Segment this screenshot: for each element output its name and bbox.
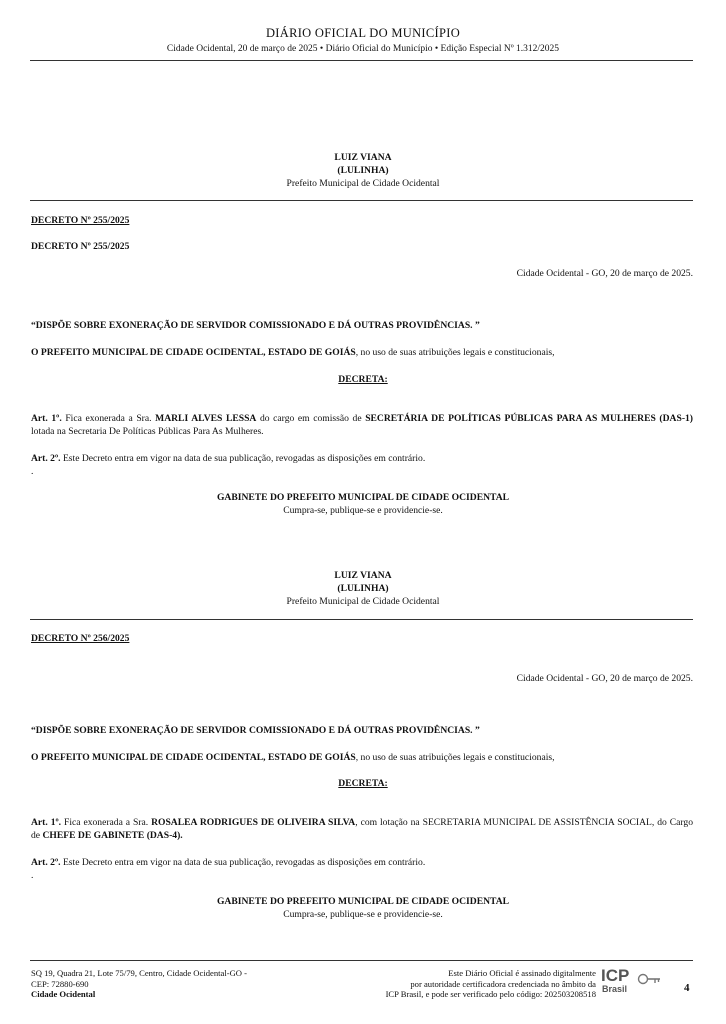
preamble-rest: , no uso de suas atribuições legais e constitucionais, <box>355 752 555 763</box>
decree-256-art2 <box>31 857 693 870</box>
art2-text: Este Decreto entra em vigor na data de sua publicação, revogadas as disposições em contrário. <box>60 453 426 464</box>
section-divider-1 <box>30 200 693 201</box>
decree-255-place-date: Cidade Ocidental - GO, 20 de março de 2025. <box>516 268 693 279</box>
decree-256-preamble <box>31 752 693 765</box>
decree-255-ementa: “DISPÕE SOBRE EXONERAÇÃO DE SERVIDOR COMISSIONADO E DÁ OUTRAS PROVIDÊNCIAS. ” <box>31 320 480 331</box>
preamble-bold: O PREFEITO MUNICIPAL DE CIDADE OCIDENTAL, ESTADO DE GOIÁS <box>31 347 356 358</box>
address-line-1: SQ 19, Quadra 21, Lote 75/79, Centro, Cidade Ocidental-GO - <box>31 968 247 978</box>
gabinete-line: GABINETE DO PREFEITO MUNICIPAL DE CIDADE OCIDENTAL <box>216 896 510 907</box>
art1-position: SECRETÁRIA DE POLÍTICAS PÚBLICAS PARA AS MULHERES (DAS-1) <box>365 413 694 424</box>
icp-logo-top: ICP <box>601 966 630 985</box>
decree-256-place-date: Cidade Ocidental - GO, 20 de março de 2025. <box>516 673 693 684</box>
decree-256-dot: . <box>31 870 34 881</box>
footer-address <box>31 968 331 1000</box>
icp-brasil-logo <box>601 967 661 997</box>
header-divider <box>30 60 693 61</box>
address-line-2: CEP: 72880-690 <box>31 978 89 989</box>
cert-line-2: por autoridade certificadora credenciada no âmbito da <box>410 978 596 989</box>
section-divider-2 <box>30 619 693 620</box>
art1-text-2: , com lotação na SECRETARIA MUNICIPAL DE ASSISTÊNCIA SOCIAL, do Cargo de <box>31 817 694 841</box>
cert-line-3: ICP Brasil, e pode ser verificado pelo código: 202503208518 <box>385 989 596 999</box>
art1-label: Art. 1º. <box>31 413 62 424</box>
signer-role: Prefeito Municipal de Cidade Ocidental <box>286 595 440 607</box>
art1-label: Art. 1º. <box>31 817 62 828</box>
art2-text: Este Decreto entra em vigor na data de sua publicação, revogadas as disposições em contrário. <box>60 857 426 868</box>
art1-text-2: do cargo em comissão de <box>256 413 366 424</box>
decree-255-decreta: DECRETA: <box>338 374 388 385</box>
decree-256-title: DECRETO Nº 256/2025 <box>31 633 130 644</box>
decree-255-title-repeat: DECRETO Nº 255/2025 <box>31 241 130 252</box>
cumpra-line: Cumpra-se, publique-se e providencie-se. <box>283 908 443 920</box>
preamble-bold: O PREFEITO MUNICIPAL DE CIDADE OCIDENTAL, ESTADO DE GOIÁS <box>31 752 356 763</box>
decree-256-art1 <box>31 817 693 842</box>
decree-255-title: DECRETO Nº 255/2025 <box>31 215 130 226</box>
signer-name: LUIZ VIANA <box>334 570 392 581</box>
decree-256-ementa: “DISPÕE SOBRE EXONERAÇÃO DE SERVIDOR COMISSIONADO E DÁ OUTRAS PROVIDÊNCIAS. ” <box>31 725 480 736</box>
signer-name: LUIZ VIANA <box>334 152 392 163</box>
footer-city: Cidade Ocidental <box>31 989 96 999</box>
page-number: 4 <box>684 982 690 994</box>
art1-text-1: Fica exonerada a Sra. <box>61 413 156 424</box>
key-icon <box>637 971 661 987</box>
decree-255-closing <box>0 492 726 518</box>
art1-text-3: lotada na Secretaria De Políticas Públicas Para As Mulheres. <box>31 425 264 437</box>
art2-label: Art. 2º. <box>31 453 61 464</box>
footer-divider <box>30 960 693 961</box>
art1-person: MARLI ALVES LESSA <box>155 413 257 424</box>
decree-255-art1 <box>31 413 693 438</box>
gabinete-line: GABINETE DO PREFEITO MUNICIPAL DE CIDADE OCIDENTAL <box>216 492 510 503</box>
signature-block-top <box>0 152 726 190</box>
cert-line-1: Este Diário Oficial é assinado digitalmente <box>448 968 596 978</box>
art1-position: CHEFE DE GABINETE (DAS-4). <box>42 829 183 841</box>
art2-label: Art. 2º. <box>31 857 61 868</box>
signature-block-mid <box>0 570 726 608</box>
journal-subtitle: Cidade Ocidental, 20 de março de 2025 • Diário Oficial do Município • Edição Especial Nº 1.312/2025 <box>166 44 560 54</box>
art1-text-1: Fica exonerada a Sra. <box>61 817 152 828</box>
signer-nickname: (LULINHA) <box>337 164 389 176</box>
decree-255-dot: . <box>31 466 34 477</box>
footer-certification <box>330 968 596 1000</box>
art1-person: ROSALEA RODRIGUES DE OLIVEIRA SILVA <box>151 817 356 828</box>
preamble-rest: , no uso de suas atribuições legais e constitucionais, <box>355 347 555 358</box>
decree-256-closing <box>0 896 726 922</box>
decree-255-preamble <box>31 347 693 360</box>
journal-title: DIÁRIO OFICIAL DO MUNICÍPIO <box>265 26 461 40</box>
icp-logo-bottom: Brasil <box>602 984 628 994</box>
signer-nickname: (LULINHA) <box>337 582 389 594</box>
decree-256-decreta: DECRETA: <box>338 778 388 789</box>
decree-255-art2 <box>31 453 693 466</box>
cumpra-line: Cumpra-se, publique-se e providencie-se. <box>283 504 443 516</box>
signer-role: Prefeito Municipal de Cidade Ocidental <box>286 177 440 189</box>
